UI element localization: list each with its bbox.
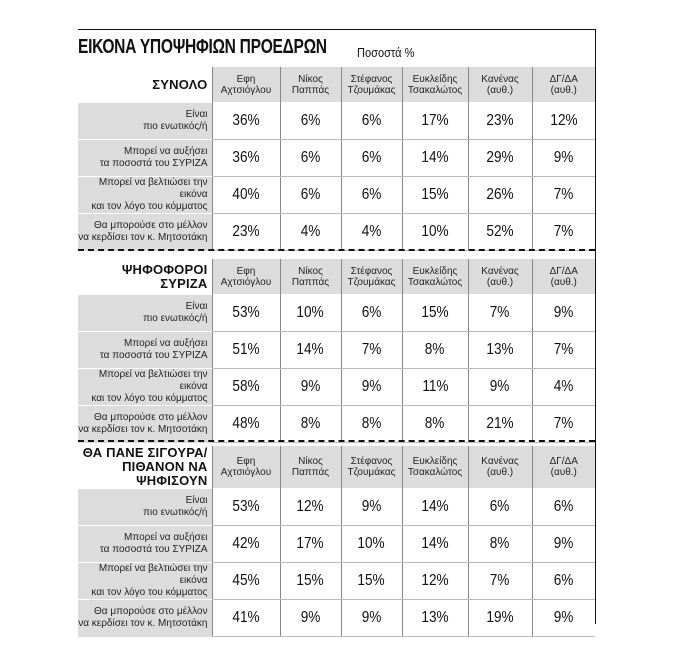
value-text: 13% — [486, 341, 514, 358]
value-text: 6% — [361, 186, 382, 203]
value-cell — [280, 214, 341, 251]
row-label — [78, 295, 212, 332]
table-row — [78, 332, 595, 369]
poll-table — [78, 446, 595, 637]
row-label — [78, 177, 212, 214]
value-cell — [280, 489, 341, 526]
value-text: 52% — [486, 223, 514, 240]
text-line: Εφη — [236, 456, 256, 467]
column-header — [468, 67, 532, 103]
frame-right-rule — [595, 29, 596, 624]
value-text: 7% — [553, 341, 574, 358]
value-cell — [402, 526, 468, 563]
value-text: 7% — [553, 186, 574, 203]
text-line: Εφη — [236, 265, 256, 277]
value-text: 6% — [553, 572, 574, 589]
value-cell — [280, 369, 341, 406]
value-text: 8% — [425, 341, 445, 358]
text-line: Στέφανος — [350, 265, 393, 277]
value-text: 6% — [361, 112, 382, 129]
value-cell — [341, 563, 402, 600]
value-text: 6% — [300, 149, 321, 166]
value-text: 15% — [421, 304, 449, 321]
value-cell — [402, 406, 468, 443]
value-text: 9% — [300, 609, 321, 626]
table-row — [78, 140, 595, 177]
header-row — [78, 259, 595, 295]
text-line: Στέφανος — [350, 73, 393, 85]
value-text: 10% — [357, 535, 386, 552]
text-line: και τον λόγο του κόμματος — [91, 393, 208, 404]
text-line: Νίκος — [298, 265, 323, 277]
column-header — [341, 67, 402, 103]
value-cell — [468, 295, 532, 332]
value-cell — [341, 369, 402, 406]
text-line: Μπορεί να αυξήσει — [124, 146, 208, 157]
text-line: και τον λόγο του κόμματος — [91, 201, 208, 212]
value-cell — [532, 103, 595, 140]
value-text: 9% — [300, 378, 321, 395]
value-cell — [402, 177, 468, 214]
poll-table — [78, 259, 595, 443]
value-text: 53% — [232, 498, 260, 515]
table-row — [78, 177, 595, 214]
value-text: 10% — [296, 304, 325, 321]
text-line: Κανένας — [481, 265, 519, 277]
value-text: 17% — [296, 535, 325, 552]
column-header — [532, 259, 595, 295]
value-text: 26% — [486, 186, 514, 203]
row-label — [78, 214, 212, 251]
value-text: 14% — [421, 535, 449, 552]
value-text: 8% — [300, 415, 321, 432]
value-text: 12% — [296, 498, 325, 515]
value-text: 58% — [232, 378, 260, 395]
value-cell — [280, 140, 341, 177]
value-cell — [341, 526, 402, 563]
value-cell — [341, 600, 402, 637]
section-syriza-voters — [78, 259, 595, 443]
value-text: 14% — [421, 149, 449, 166]
text-line: Ευκλείδης — [412, 265, 458, 277]
text-line: Παππάς — [291, 276, 330, 288]
value-text: 7% — [490, 572, 510, 589]
poll-table — [78, 67, 595, 251]
value-cell — [341, 295, 402, 332]
value-text: 21% — [486, 415, 514, 432]
value-text: 6% — [553, 498, 574, 515]
column-header — [468, 446, 532, 489]
value-cell — [532, 295, 595, 332]
value-cell — [468, 177, 532, 214]
value-cell — [341, 214, 402, 251]
value-text: 12% — [550, 112, 578, 129]
value-text: 48% — [232, 415, 260, 432]
value-cell — [280, 103, 341, 140]
column-header — [280, 446, 341, 489]
text-line: Είναι — [185, 109, 208, 120]
value-cell — [402, 369, 468, 406]
column-header — [341, 446, 402, 489]
row-label — [78, 140, 212, 177]
value-text: 15% — [296, 572, 325, 589]
value-cell — [402, 600, 468, 637]
text-line: πιο ενωτικός/ή — [143, 121, 208, 132]
value-cell — [468, 489, 532, 526]
table-row — [78, 526, 595, 563]
value-cell — [212, 214, 280, 251]
section-divider — [78, 249, 595, 251]
row-label — [78, 406, 212, 443]
text-line: Είναι — [185, 301, 208, 312]
table-row — [78, 600, 595, 637]
value-text: 4% — [553, 378, 574, 395]
text-line: ΨΗΦΟΦΟΡΟΙ ΣΥΡΙΖΑ — [121, 261, 208, 291]
value-cell — [280, 600, 341, 637]
value-text: 29% — [486, 149, 514, 166]
value-cell — [532, 563, 595, 600]
text-line: Τσακαλώτος — [407, 467, 463, 478]
table-row — [78, 563, 595, 600]
value-cell — [532, 600, 595, 637]
text-line: Ευκλείδης — [412, 73, 458, 85]
text-line: Τζουμάκας — [347, 276, 396, 288]
value-cell — [468, 214, 532, 251]
text-line: (αυθ.) — [550, 276, 577, 288]
column-header — [402, 259, 468, 295]
value-text: 6% — [361, 304, 382, 321]
text-line: πιο ενωτικός/ή — [143, 507, 208, 518]
table-row — [78, 406, 595, 443]
column-header — [341, 259, 402, 295]
column-header — [468, 259, 532, 295]
value-cell — [341, 332, 402, 369]
column-header — [212, 67, 280, 103]
value-text: 8% — [425, 415, 445, 432]
column-header — [280, 259, 341, 295]
value-text: 9% — [361, 378, 382, 395]
value-cell — [468, 103, 532, 140]
row-label — [78, 526, 212, 563]
text-line: Αχτσιόγλου — [220, 84, 272, 96]
text-line: Θα μπορούσε στο μέλλον — [94, 220, 208, 232]
value-cell — [402, 214, 468, 251]
value-cell — [532, 489, 595, 526]
text-line: ΔΓ/ΔΑ — [549, 73, 578, 85]
value-text: 9% — [361, 498, 382, 515]
page-subtitle: Ποσοστά % — [357, 45, 415, 60]
value-cell — [402, 140, 468, 177]
text-line: πιο ενωτικός/ή — [143, 313, 208, 324]
text-line: Νίκος — [298, 456, 323, 467]
text-line: Τσακαλώτος — [407, 276, 463, 288]
text-line: Μπορεί να βελτιώσει την εικόνα — [98, 177, 208, 200]
value-cell — [212, 600, 280, 637]
value-text: 36% — [232, 149, 260, 166]
row-label — [78, 103, 212, 140]
value-text: 6% — [490, 498, 510, 515]
value-cell — [341, 177, 402, 214]
header-row — [78, 446, 595, 489]
value-cell — [532, 369, 595, 406]
value-text: 23% — [232, 223, 260, 240]
value-cell — [341, 140, 402, 177]
value-text: 10% — [421, 223, 449, 240]
text-line: (αυθ.) — [486, 84, 514, 96]
section-title — [78, 259, 212, 295]
value-cell — [532, 332, 595, 369]
value-cell — [402, 103, 468, 140]
value-text: 36% — [232, 112, 260, 129]
text-line: Νίκος — [298, 73, 323, 85]
value-cell — [402, 563, 468, 600]
text-line: Είναι — [185, 495, 208, 506]
value-text: 45% — [232, 572, 260, 589]
value-text: 13% — [421, 609, 449, 626]
text-line: (αυθ.) — [486, 276, 514, 288]
column-header — [212, 446, 280, 489]
text-line: Θα μπορούσε στο μέλλον — [94, 606, 208, 618]
value-text: 42% — [232, 535, 260, 552]
value-cell — [280, 406, 341, 443]
value-text: 53% — [232, 304, 260, 321]
table-row — [78, 214, 595, 251]
column-header — [402, 446, 468, 489]
value-cell — [468, 526, 532, 563]
value-cell — [212, 177, 280, 214]
value-text: 15% — [357, 572, 386, 589]
value-cell — [341, 103, 402, 140]
text-line: να κερδίσει τον κ. Μητσοτάκη — [78, 424, 208, 436]
column-header — [532, 446, 595, 489]
value-text: 7% — [490, 304, 510, 321]
value-text: 51% — [232, 341, 260, 358]
text-line: Τζουμάκας — [347, 467, 396, 478]
value-cell — [468, 369, 532, 406]
text-line: Τζουμάκας — [347, 84, 396, 96]
value-text: 9% — [553, 535, 574, 552]
section-likely-voters — [78, 446, 595, 637]
value-cell — [532, 526, 595, 563]
text-line: Παππάς — [291, 84, 330, 96]
value-text: 14% — [296, 341, 325, 358]
value-cell — [341, 489, 402, 526]
text-line: Κανένας — [481, 456, 519, 467]
value-cell — [280, 332, 341, 369]
value-cell — [468, 600, 532, 637]
value-text: 11% — [421, 378, 449, 395]
value-cell — [468, 140, 532, 177]
value-text: 9% — [553, 304, 574, 321]
value-cell — [468, 332, 532, 369]
section-divider — [78, 440, 595, 442]
value-cell — [212, 332, 280, 369]
value-text: 6% — [300, 112, 321, 129]
row-label — [78, 332, 212, 369]
text-line: τα ποσοστά του ΣΥΡΙΖΑ — [99, 158, 208, 169]
value-text: 8% — [361, 415, 382, 432]
value-cell — [212, 563, 280, 600]
value-cell — [280, 177, 341, 214]
text-line: Στέφανος — [350, 456, 393, 467]
page-title: ΕΙΚΟΝΑ ΥΠΟΨΗΦΙΩΝ ΠΡΟΕΔΡΩΝ — [78, 36, 327, 58]
value-cell — [212, 140, 280, 177]
column-header — [212, 259, 280, 295]
value-text: 19% — [486, 609, 514, 626]
row-label — [78, 600, 212, 637]
text-line: Μπορεί να βελτιώσει την εικόνα — [98, 563, 208, 586]
text-line: Μπορεί να αυξήσει — [124, 532, 208, 543]
value-text: 7% — [553, 223, 574, 240]
value-cell — [468, 406, 532, 443]
value-text: 23% — [486, 112, 514, 129]
text-line: ΠΙΘΑΝΟΝ ΝΑ ΨΗΦΙΣΟΥΝ — [122, 459, 208, 488]
row-label — [78, 369, 212, 406]
row-label — [78, 489, 212, 526]
value-cell — [341, 406, 402, 443]
value-text: 4% — [361, 223, 382, 240]
text-line: Παππάς — [291, 467, 330, 478]
text-line: Αχτσιόγλου — [220, 276, 272, 288]
value-text: 6% — [361, 149, 382, 166]
text-line: ΣΥΝΟΛΟ — [152, 76, 208, 92]
text-line: ΘΑ ΠΑΝΕ ΣΙΓΟΥΡΑ/ — [82, 445, 208, 460]
value-cell — [402, 332, 468, 369]
value-cell — [532, 214, 595, 251]
value-cell — [532, 140, 595, 177]
text-line: ΔΓ/ΔΑ — [549, 265, 578, 277]
value-cell — [280, 526, 341, 563]
value-text: 41% — [232, 609, 260, 626]
value-cell — [212, 489, 280, 526]
value-cell — [532, 177, 595, 214]
value-cell — [280, 563, 341, 600]
table-row — [78, 369, 595, 406]
value-cell — [280, 295, 341, 332]
value-cell — [212, 406, 280, 443]
value-cell — [212, 369, 280, 406]
column-header — [532, 67, 595, 103]
value-cell — [402, 489, 468, 526]
text-line: να κερδίσει τον κ. Μητσοτάκη — [78, 232, 208, 244]
row-label — [78, 563, 212, 600]
text-line: (αυθ.) — [486, 467, 514, 478]
text-line: Θα μπορούσε στο μέλλον — [94, 412, 208, 424]
table-row — [78, 489, 595, 526]
value-text: 40% — [232, 186, 260, 203]
value-text: 9% — [553, 149, 574, 166]
text-line: Εφη — [236, 73, 256, 85]
text-line: Μπορεί να βελτιώσει την εικόνα — [98, 369, 208, 392]
value-text: 8% — [490, 535, 510, 552]
value-text: 9% — [361, 609, 382, 626]
text-line: Τσακαλώτος — [407, 84, 463, 96]
text-line: τα ποσοστά του ΣΥΡΙΖΑ — [99, 544, 208, 555]
value-text: 15% — [421, 186, 449, 203]
value-text: 9% — [490, 378, 510, 395]
text-line: τα ποσοστά του ΣΥΡΙΖΑ — [99, 350, 208, 361]
text-line: να κερδίσει τον κ. Μητσοτάκη — [78, 618, 208, 630]
text-line: Αχτσιόγλου — [220, 467, 272, 478]
value-cell — [468, 563, 532, 600]
value-cell — [532, 406, 595, 443]
value-text: 12% — [421, 572, 449, 589]
section-title — [78, 67, 212, 103]
text-line: Μπορεί να αυξήσει — [124, 338, 208, 349]
text-line: Ευκλείδης — [412, 456, 458, 467]
text-line: (αυθ.) — [550, 84, 577, 96]
value-text: 6% — [300, 186, 321, 203]
column-header — [402, 67, 468, 103]
header-row — [78, 67, 595, 103]
frame-top-rule — [78, 29, 596, 30]
value-cell — [212, 526, 280, 563]
column-header — [280, 67, 341, 103]
table-row — [78, 103, 595, 140]
value-cell — [212, 103, 280, 140]
value-cell — [402, 295, 468, 332]
section-total — [78, 67, 595, 251]
section-title — [78, 446, 212, 489]
value-cell — [212, 295, 280, 332]
value-text: 9% — [553, 609, 574, 626]
value-text: 7% — [361, 341, 382, 358]
text-line: (αυθ.) — [550, 467, 577, 478]
text-line: και τον λόγο του κόμματος — [91, 587, 208, 598]
value-text: 7% — [553, 415, 574, 432]
text-line: ΔΓ/ΔΑ — [549, 456, 578, 467]
value-text: 17% — [421, 112, 449, 129]
value-text: 4% — [300, 223, 321, 240]
value-text: 14% — [421, 498, 449, 515]
text-line: Κανένας — [481, 73, 519, 85]
table-row — [78, 295, 595, 332]
